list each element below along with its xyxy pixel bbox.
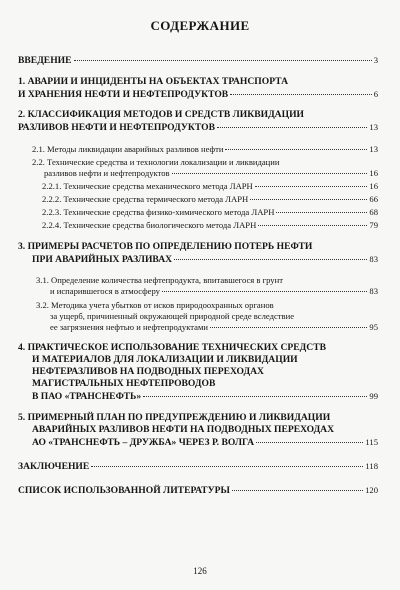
toc-page-number: 115 xyxy=(365,437,378,447)
dot-leader xyxy=(258,225,367,226)
dot-leader xyxy=(255,186,368,187)
toc-page-number: 16 xyxy=(369,168,378,178)
toc-entry-chapter-2 xyxy=(18,109,378,134)
toc-page-number: 13 xyxy=(369,122,378,132)
dot-leader xyxy=(91,466,363,467)
toc-entry-title-line: 1. АВАРИИ И ИНЦИДЕНТЫ НА ОБЪЕКТАХ ТРАНСПОРТА xyxy=(18,76,289,87)
table-of-contents xyxy=(18,48,378,497)
toc-entry-title-line: И ХРАНЕНИЯ НЕФТИ И НЕФТЕПРОДУКТОВ xyxy=(18,89,229,100)
dot-leader xyxy=(162,291,367,292)
toc-entry-title-line: В ПАО «ТРАНСНЕФТЬ» xyxy=(32,391,142,402)
dot-leader xyxy=(210,327,367,328)
toc-entry-title-line: 4. ПРАКТИЧЕСКОЕ ИСПОЛЬЗОВАНИЕ ТЕХНИЧЕСКИХ СРЕДСТВ xyxy=(18,342,326,353)
toc-entry-title-line: 3. ПРИМЕРЫ РАСЧЕТОВ ПО ОПРЕДЕЛЕНИЮ ПОТЕРЬ НЕФТИ xyxy=(18,241,313,252)
toc-entry-title-line: за ущерб, причиненный окружающей природной среде вследствие xyxy=(50,311,295,321)
toc-entry-section-2-2-4 xyxy=(18,220,378,231)
toc-page-number: 118 xyxy=(365,461,378,471)
toc-entry-title: 2.1. Методы ликвидации аварийных разливов нефти xyxy=(32,144,224,154)
dot-leader xyxy=(232,490,363,491)
toc-entry-title: ЗАКЛЮЧЕНИЕ xyxy=(18,461,90,472)
toc-entry-title-line: АО «ТРАНСНЕФТЬ – ДРУЖБА» ЧЕРЕЗ Р. ВОЛГА xyxy=(32,437,254,448)
toc-entry-title-line: РАЗЛИВОВ НЕФТИ И НЕФТЕПРОДУКТОВ xyxy=(18,122,215,133)
toc-entry-title: 2.2.4. Технические средства биологического метода ЛАРН xyxy=(42,220,257,230)
toc-entry-section-3-2 xyxy=(18,300,378,333)
toc-entry-references xyxy=(18,484,378,497)
toc-entry-title-line: 2.2. Технические средства и технологии локализации и ликвидации xyxy=(32,157,280,167)
toc-page-number: 16 xyxy=(369,181,378,191)
dot-leader xyxy=(276,212,367,213)
toc-entry-title-line: 3.1. Определение количества нефтепродукта, впитавшегося в грунт xyxy=(36,275,283,285)
dot-leader xyxy=(143,396,367,397)
toc-entry-title-line: ее загрязнения нефтью и нефтепродуктами xyxy=(50,322,208,332)
toc-entry-introduction xyxy=(18,54,378,67)
dot-leader xyxy=(256,442,363,443)
dot-leader xyxy=(225,149,367,150)
toc-entry-title-line: И МАТЕРИАЛОВ ДЛЯ ЛОКАЛИЗАЦИИ И ЛИКВИДАЦИИ xyxy=(32,354,298,365)
toc-entry-title-line: ПРИ АВАРИЙНЫХ РАЗЛИВАХ xyxy=(32,254,173,265)
toc-entry-section-2-2-1 xyxy=(18,181,378,192)
toc-entry-title: ВВЕДЕНИЕ xyxy=(18,55,72,66)
toc-entry-title: 2.2.3. Технические средства физико-химического метода ЛАРН xyxy=(42,207,275,217)
toc-entry-section-2-2 xyxy=(18,157,378,179)
toc-entry-title-line: МАГИСТРАЛЬНЫХ НЕФТЕПРОВОДОВ xyxy=(32,378,216,389)
toc-page-number: 13 xyxy=(369,144,378,154)
toc-entry-title-line: 3.2. Методика учета убытков от исков природоохранных органов xyxy=(36,300,274,310)
toc-page-number: 68 xyxy=(369,207,378,217)
toc-entry-chapter-5 xyxy=(18,412,378,449)
dot-leader xyxy=(172,173,368,174)
toc-page-number: 120 xyxy=(365,485,378,495)
toc-entry-title: 2.2.1. Технические средства механического метода ЛАРН xyxy=(42,181,253,191)
toc-page-number: 66 xyxy=(369,194,378,204)
page-title: СОДЕРЖАНИЕ xyxy=(150,18,250,33)
toc-entry-chapter-3 xyxy=(18,241,378,266)
dot-leader xyxy=(250,199,367,200)
toc-entry-conclusion xyxy=(18,460,378,473)
toc-entry-chapter-1 xyxy=(18,76,378,101)
toc-page-number: 6 xyxy=(373,89,378,99)
toc-entry-chapter-4 xyxy=(18,342,378,403)
toc-entry-title-line: 2. КЛАССИФИКАЦИЯ МЕТОДОВ И СРЕДСТВ ЛИКВИДАЦИИ xyxy=(18,109,304,120)
toc-page-number: 83 xyxy=(369,286,378,296)
toc-page-number: 3 xyxy=(373,55,378,65)
toc-entry-title: СПИСОК ИСПОЛЬЗОВАННОЙ ЛИТЕРАТУРЫ xyxy=(18,485,230,496)
toc-page-number: 79 xyxy=(369,220,378,230)
toc-page-number: 99 xyxy=(369,391,378,401)
toc-entry-section-2-2-2 xyxy=(18,194,378,205)
toc-entry-title-line: АВАРИЙНЫХ РАЗЛИВОВ НЕФТИ НА ПОДВОДНЫХ ПЕРЕХОДАХ xyxy=(32,424,335,435)
toc-page-number: 95 xyxy=(369,322,378,332)
dot-leader xyxy=(174,259,367,260)
page-number: 126 xyxy=(193,566,207,576)
toc-entry-section-2-2-3 xyxy=(18,207,378,218)
dot-leader xyxy=(217,127,367,128)
toc-entry-title-line: и испарившегося в атмосферу xyxy=(50,286,160,296)
dot-leader xyxy=(74,60,372,61)
toc-entry-section-3-1 xyxy=(18,275,378,297)
toc-page-number: 83 xyxy=(369,254,378,264)
dot-leader xyxy=(230,94,371,95)
toc-entry-title-line: НЕФТЕРАЗЛИВОВ НА ПОДВОДНЫХ ПЕРЕХОДАХ xyxy=(32,366,264,377)
toc-entry-title: 2.2.2. Технические средства термического метода ЛАРН xyxy=(42,194,249,204)
toc-entry-title-line: 5. ПРИМЕРНЫЙ ПЛАН ПО ПРЕДУПРЕЖДЕНИЮ И ЛИКВИДАЦИИ xyxy=(18,412,331,423)
toc-entry-section-2-1 xyxy=(18,144,378,155)
toc-entry-title-line: разливов нефти и нефтепродуктов xyxy=(44,168,170,178)
